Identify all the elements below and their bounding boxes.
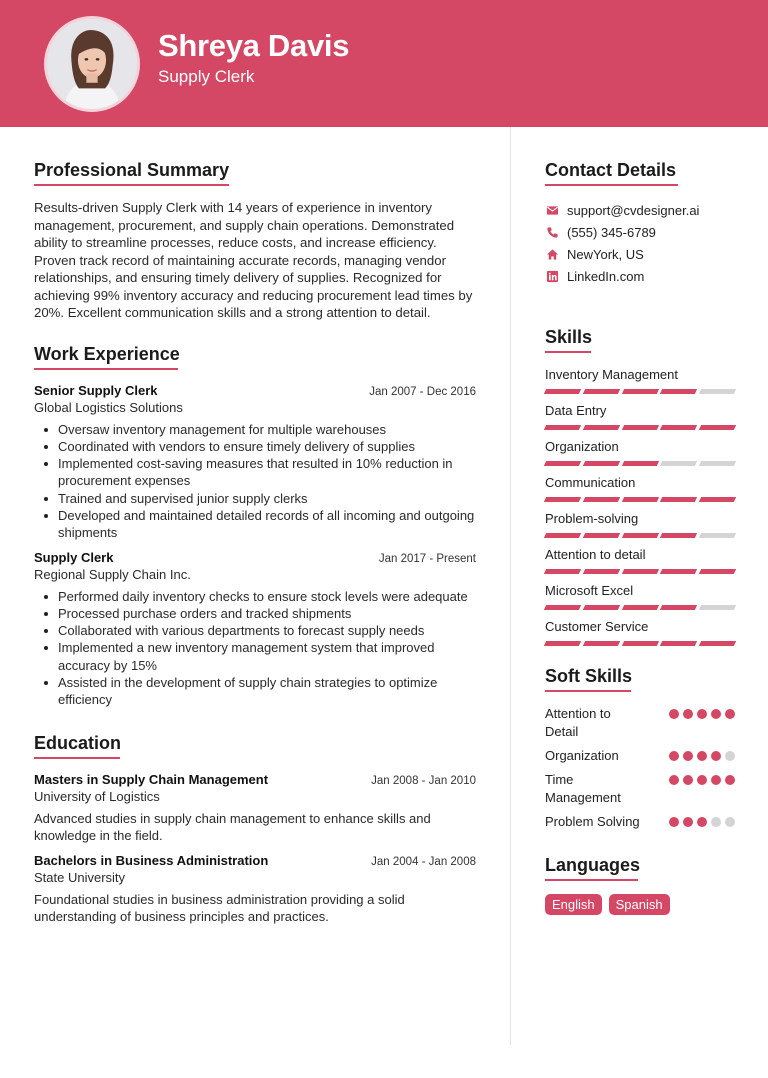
skill-level-segment: [621, 389, 658, 394]
skill-level-segment: [660, 497, 697, 502]
soft-skill-rating: [669, 771, 735, 785]
rating-dot: [697, 751, 707, 761]
soft-skill-name: Problem Solving: [545, 814, 640, 829]
column-divider: [510, 127, 511, 1045]
job-bullet: Trained and supervised junior supply clerks: [34, 490, 476, 507]
candidate-title: Supply Clerk: [158, 67, 255, 86]
skill-level-segment: [660, 425, 697, 430]
skill-level-segment: [699, 569, 736, 574]
skill-level-segment: [699, 425, 736, 430]
school-name: State University: [34, 869, 126, 885]
soft-skill-item: [545, 705, 735, 741]
job-bullets: [34, 588, 476, 709]
job-bullet: Assisted in the development of supply chain strategies to optimize efficiency: [34, 674, 476, 709]
skill-level-segment: [583, 461, 620, 466]
skill-name: Customer Service: [545, 619, 649, 634]
skill-level-segment: [583, 497, 620, 502]
resume-header: [0, 0, 768, 127]
skill-level-segment: [583, 389, 620, 394]
skill-level-segment: [544, 533, 581, 538]
job-company: Regional Supply Chain Inc.: [34, 566, 191, 582]
skill-name: Microsoft Excel: [545, 583, 634, 598]
skill-level-bar: [545, 605, 735, 610]
skill-level-bar: [545, 425, 735, 430]
summary-text: Results-driven Supply Clerk with 14 years of experience in inventory management, procurement, and supply chain operations. Demonstrated ability to streamline processes, reduce costs, and increase efficiency. Proven track record of maintaining accurate records, managing vendor relationships, and ensuring timely delivery of supplies. Recognized for achieving 99% inventory accuracy and reducing procurement lead times by 20%. Excellent communication skills and a strong attention to detail.: [34, 200, 473, 320]
skill-level-segment: [660, 533, 697, 538]
job-entry: [34, 383, 476, 542]
skill-level-segment: [621, 641, 658, 646]
education-date: Jan 2008 - Jan 2010: [371, 774, 476, 787]
education-entry: [34, 853, 476, 926]
skill-level-segment: [621, 569, 658, 574]
skill-level-bar: [545, 389, 735, 394]
language-tag: English: [545, 894, 602, 915]
education-heading: Education: [34, 733, 121, 759]
rating-dot: [725, 817, 735, 827]
skill-level-bar: [545, 497, 735, 502]
degree-title: Bachelors in Business Administration: [34, 852, 269, 868]
skill-level-segment: [544, 461, 581, 466]
contact-phone-text: (555) 345-6789: [567, 224, 656, 240]
rating-dot: [683, 709, 693, 719]
job-bullet: Developed and maintained detailed records of all incoming and outgoing shipments: [34, 507, 476, 542]
job-bullet: Processed purchase orders and tracked shipments: [34, 605, 476, 622]
soft-skills-list: [545, 705, 735, 831]
job-title: Supply Clerk: [34, 549, 114, 565]
skill-level-segment: [699, 605, 736, 610]
skill-level-segment: [699, 461, 736, 466]
skill-level-segment: [583, 641, 620, 646]
rating-dot: [697, 709, 707, 719]
rating-dot: [725, 775, 735, 785]
job-bullet: Oversaw inventory management for multiple warehouses: [34, 421, 476, 438]
skill-name: Communication: [545, 475, 636, 490]
contact-linkedin[interactable]: [545, 265, 735, 287]
rating-dot: [725, 751, 735, 761]
contact-phone[interactable]: [545, 221, 735, 243]
skill-level-segment: [699, 497, 736, 502]
soft-skill-rating: [669, 705, 735, 719]
job-company: Global Logistics Solutions: [34, 399, 183, 415]
rating-dot: [711, 709, 721, 719]
rating-dot: [669, 709, 679, 719]
contact-location: [545, 243, 735, 265]
job-bullet: Performed daily inventory checks to ensure stock levels were adequate: [34, 588, 476, 605]
candidate-name: Shreya Davis: [158, 28, 350, 63]
job-date: Jan 2017 - Present: [378, 552, 476, 565]
skill-item: [545, 474, 735, 502]
skill-name: Organization: [545, 439, 619, 454]
skill-level-segment: [660, 605, 697, 610]
rating-dot: [683, 775, 693, 785]
soft-skill-rating: [669, 747, 735, 761]
right-column: [545, 160, 735, 915]
linkedin-icon: [545, 269, 559, 283]
contact-heading: Contact Details: [545, 160, 676, 186]
soft-skill-name: Time Management: [545, 772, 621, 805]
skill-level-segment: [660, 461, 697, 466]
education-description: Foundational studies in business administration providing a solid understanding of business principles and practices.: [34, 891, 405, 925]
skill-level-segment: [660, 641, 697, 646]
experience-heading: Work Experience: [34, 344, 180, 370]
soft-skill-rating: [669, 813, 735, 827]
skill-name: Inventory Management: [545, 367, 678, 382]
skills-list: [545, 366, 735, 646]
skill-item: [545, 438, 735, 466]
contact-email-text: support@cvdesigner.ai: [567, 202, 700, 218]
education-date: Jan 2004 - Jan 2008: [371, 855, 476, 868]
skill-name: Problem-solving: [545, 511, 639, 526]
skill-level-segment: [699, 641, 736, 646]
left-column: [34, 160, 476, 926]
job-bullet: Coordinated with vendors to ensure timely delivery of supplies: [34, 438, 476, 455]
job-bullets: [34, 421, 476, 542]
profile-photo-image: [47, 19, 137, 109]
summary-heading: Professional Summary: [34, 160, 229, 186]
rating-dot: [669, 817, 679, 827]
skill-level-segment: [544, 425, 581, 430]
skill-item: [545, 366, 735, 394]
soft-skill-item: [545, 771, 735, 807]
skill-level-segment: [621, 425, 658, 430]
job-bullet: Collaborated with various departments to forecast supply needs: [34, 622, 476, 639]
skill-level-segment: [621, 533, 658, 538]
skill-item: [545, 546, 735, 574]
rating-dot: [669, 775, 679, 785]
skill-level-segment: [544, 569, 581, 574]
rating-dot: [683, 751, 693, 761]
skill-level-segment: [583, 533, 620, 538]
soft-skills-heading: Soft Skills: [545, 666, 632, 692]
job-bullet: Implemented a new inventory management system that improved accuracy by 15%: [34, 639, 476, 674]
skill-name: Attention to detail: [545, 547, 646, 562]
skill-level-segment: [660, 569, 697, 574]
rating-dot: [697, 817, 707, 827]
contact-email[interactable]: [545, 199, 735, 221]
skill-level-segment: [544, 389, 581, 394]
job-title: Senior Supply Clerk: [34, 382, 158, 398]
education-entry: [34, 772, 476, 845]
contact-location-text: NewYork, US: [567, 246, 644, 262]
skill-level-segment: [621, 497, 658, 502]
degree-title: Masters in Supply Chain Management: [34, 771, 269, 787]
education-description: Advanced studies in supply chain management to enhance skills and knowledge in the field.: [34, 810, 431, 844]
rating-dot: [725, 709, 735, 719]
skill-level-bar: [545, 569, 735, 574]
skill-level-segment: [621, 605, 658, 610]
rating-dot: [711, 817, 721, 827]
job-date: Jan 2007 - Dec 2016: [369, 385, 476, 398]
skill-level-segment: [583, 425, 620, 430]
skill-level-segment: [660, 389, 697, 394]
soft-skill-name: Attention to Detail: [545, 706, 611, 739]
rating-dot: [711, 775, 721, 785]
skill-level-bar: [545, 533, 735, 538]
skill-level-bar: [545, 641, 735, 646]
skill-item: [545, 402, 735, 430]
skill-level-segment: [699, 389, 736, 394]
skill-name: Data Entry: [545, 403, 607, 418]
home-icon: [545, 247, 559, 261]
skills-heading: Skills: [545, 327, 592, 353]
skill-level-segment: [699, 533, 736, 538]
skill-item: [545, 618, 735, 646]
skill-item: [545, 510, 735, 538]
rating-dot: [697, 775, 707, 785]
languages-list: [545, 894, 735, 915]
language-tag: Spanish: [609, 894, 670, 915]
rating-dot: [711, 751, 721, 761]
school-name: University of Logistics: [34, 788, 160, 804]
soft-skill-name: Organization: [545, 748, 619, 763]
skill-level-segment: [583, 605, 620, 610]
phone-icon: [545, 225, 559, 239]
skill-level-bar: [545, 461, 735, 466]
skill-level-segment: [544, 605, 581, 610]
job-bullet: Implemented cost-saving measures that resulted in 10% reduction in procurement expenses: [34, 455, 476, 490]
skill-level-segment: [544, 641, 581, 646]
skill-level-segment: [621, 461, 658, 466]
rating-dot: [683, 817, 693, 827]
envelope-icon: [545, 203, 559, 217]
contact-linkedin-text: LinkedIn.com: [567, 268, 645, 284]
skill-level-segment: [544, 497, 581, 502]
skill-level-segment: [583, 569, 620, 574]
skill-item: [545, 582, 735, 610]
soft-skill-item: [545, 747, 735, 765]
job-entry: [34, 550, 476, 709]
rating-dot: [669, 751, 679, 761]
languages-heading: Languages: [545, 855, 640, 881]
soft-skill-item: [545, 813, 735, 831]
profile-photo: [44, 16, 140, 112]
